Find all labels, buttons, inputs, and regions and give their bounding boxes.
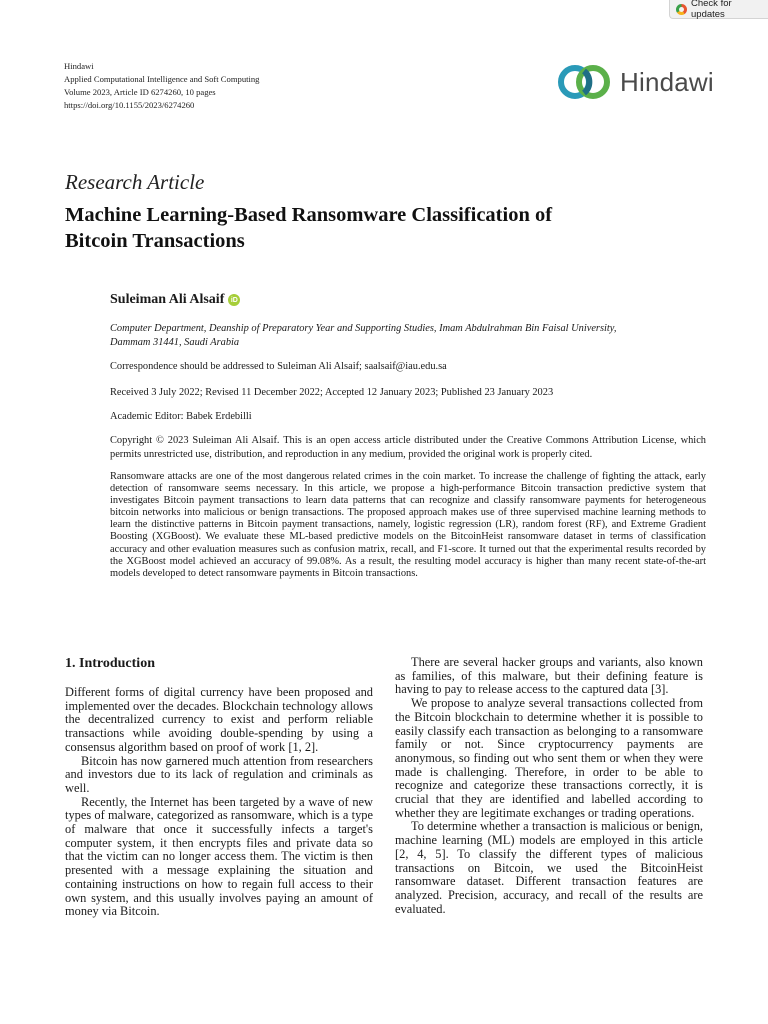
section-heading: 1. Introduction xyxy=(65,656,155,671)
author-name: Suleiman Ali Alsaif xyxy=(110,292,225,307)
paragraph: Recently, the Internet has been targeted by a wave of new types of malware, categorized as ransomware, which is a type of malware that once it successfully infects a target's computer system, it then encrypts files and private data so that the victim can no longer access them. The victim is then presented with a message explaining the situation and containing instructions on how to regain full access to their own system, and this usually involves paying an amount of money via Bitcoin. xyxy=(65,794,373,919)
paragraph: We propose to analyze several transactions collected from the Bitcoin blockchain to determine whether it is possible to easily classify each transaction as belonging to a ransomware family or not. Since cryptocurrency payments are anonymous, so finding out who sent them or when they were made is challenging. Therefore, in order to be able to recognize and categorize these transactions correctly, it is crucial that they are identified and labelled according to whether they are legitimate exchanges or trading operations. xyxy=(395,696,703,820)
author xyxy=(110,292,240,308)
left-column xyxy=(65,686,373,919)
paragraph: Bitcoin has now garnered much attention from researchers and investors due to its lack of regulation and criminals as well. xyxy=(65,753,373,795)
affiliation-line-2: Dammam 31441, Saudi Arabia xyxy=(110,336,240,348)
check-for-updates-button[interactable] xyxy=(669,0,768,19)
affiliation xyxy=(110,322,706,349)
right-column xyxy=(395,656,703,916)
orcid-icon[interactable]: iD xyxy=(228,294,240,306)
article-type: Research Article xyxy=(65,170,205,194)
copyright-notice: Copyright © 2023 Suleiman Ali Alsaif. This is an open access article distributed under the Creative Commons Attribution License, which permits unrestricted use, distribution, and reproduction in any medium, provided the original work is properly cited. xyxy=(110,435,706,460)
academic-editor: Academic Editor: Babek Erdebilli xyxy=(110,411,252,422)
hindawi-logo xyxy=(556,62,716,102)
publisher-name: Hindawi xyxy=(64,61,94,71)
affiliation-line-1: Computer Department, Deanship of Preparatory Year and Supporting Studies, Imam Abdulrahman Bin Faisal University, xyxy=(110,323,617,334)
journal-name: Applied Computational Intelligence and Soft Computing xyxy=(64,74,260,84)
crossmark-icon xyxy=(676,4,687,15)
header-meta xyxy=(64,60,259,112)
doi-link[interactable]: https://doi.org/10.1155/2023/6274260 xyxy=(64,100,195,110)
title-line-1: Machine Learning-Based Ransomware Classification of xyxy=(65,204,553,226)
publication-dates: Received 3 July 2022; Revised 11 December 2022; Accepted 12 January 2023; Published 23 January 2023 xyxy=(110,387,554,398)
hindawi-rings-icon xyxy=(556,64,614,100)
paragraph: Different forms of digital currency have been proposed and implemented over the decades. Blockchain technology allows the decentralized currency to exist and perform reliable transactions while avoiding double-spending by using a consensus algorithm based on proof of work [1, 2]. xyxy=(65,685,373,754)
check-for-updates-label: Check for updates xyxy=(691,0,732,20)
article-title xyxy=(65,202,705,254)
paragraph: To determine whether a transaction is malicious or benign, machine learning (ML) models are employed in this article [2, 4, 5]. To classify the different types of malicious transactions on Bitcoin, we used the BitcoinHeist ransomware dataset. Different transaction features are analyzed. Precision, accuracy, and recall of the results are evaluated. xyxy=(395,819,703,916)
correspondence: Correspondence should be addressed to Suleiman Ali Alsaif; saalsaif@iau.edu.sa xyxy=(110,361,447,372)
hindawi-wordmark: Hindawi xyxy=(620,66,714,97)
paragraph: There are several hacker groups and variants, also known as families, of this malware, but their defining feature is having to pay to release access to the captured data [3]. xyxy=(395,655,703,697)
volume-info: Volume 2023, Article ID 6274260, 10 pages xyxy=(64,87,216,97)
title-line-2: Bitcoin Transactions xyxy=(65,230,245,252)
abstract: Ransomware attacks are one of the most dangerous related crimes in the coin market. To increase the challenge of fighting the attack, early detection of ransomware seems necessary. In this article, we propose a high-performance Bitcoin transaction predictive system that investigates Bitcoin payment transactions to learn data patterns that can recognize and classify ransomware payments for heterogeneous bitcoin networks into malicious or benign transactions. The proposed approach makes use of three supervised machine learning methods to learn the distinctive patterns in Bitcoin payment transactions, namely, logistic regression (LR), random forest (RF), and Extreme Gradient Boosting (XGBoost). We evaluate these ML-based predictive models on the BitcoinHeist ransomware dataset in terms of classification accuracy and other evaluation measures such as confusion matrix, recall, and F1-score. It turned out that the experimental results recorded by the XGBoost model achieved an accuracy of 99.08%. As a result, the resulting model accuracy is higher than many recent state-of-the-art models developed to detect ransomware payments in Bitcoin transactions. xyxy=(110,471,706,579)
